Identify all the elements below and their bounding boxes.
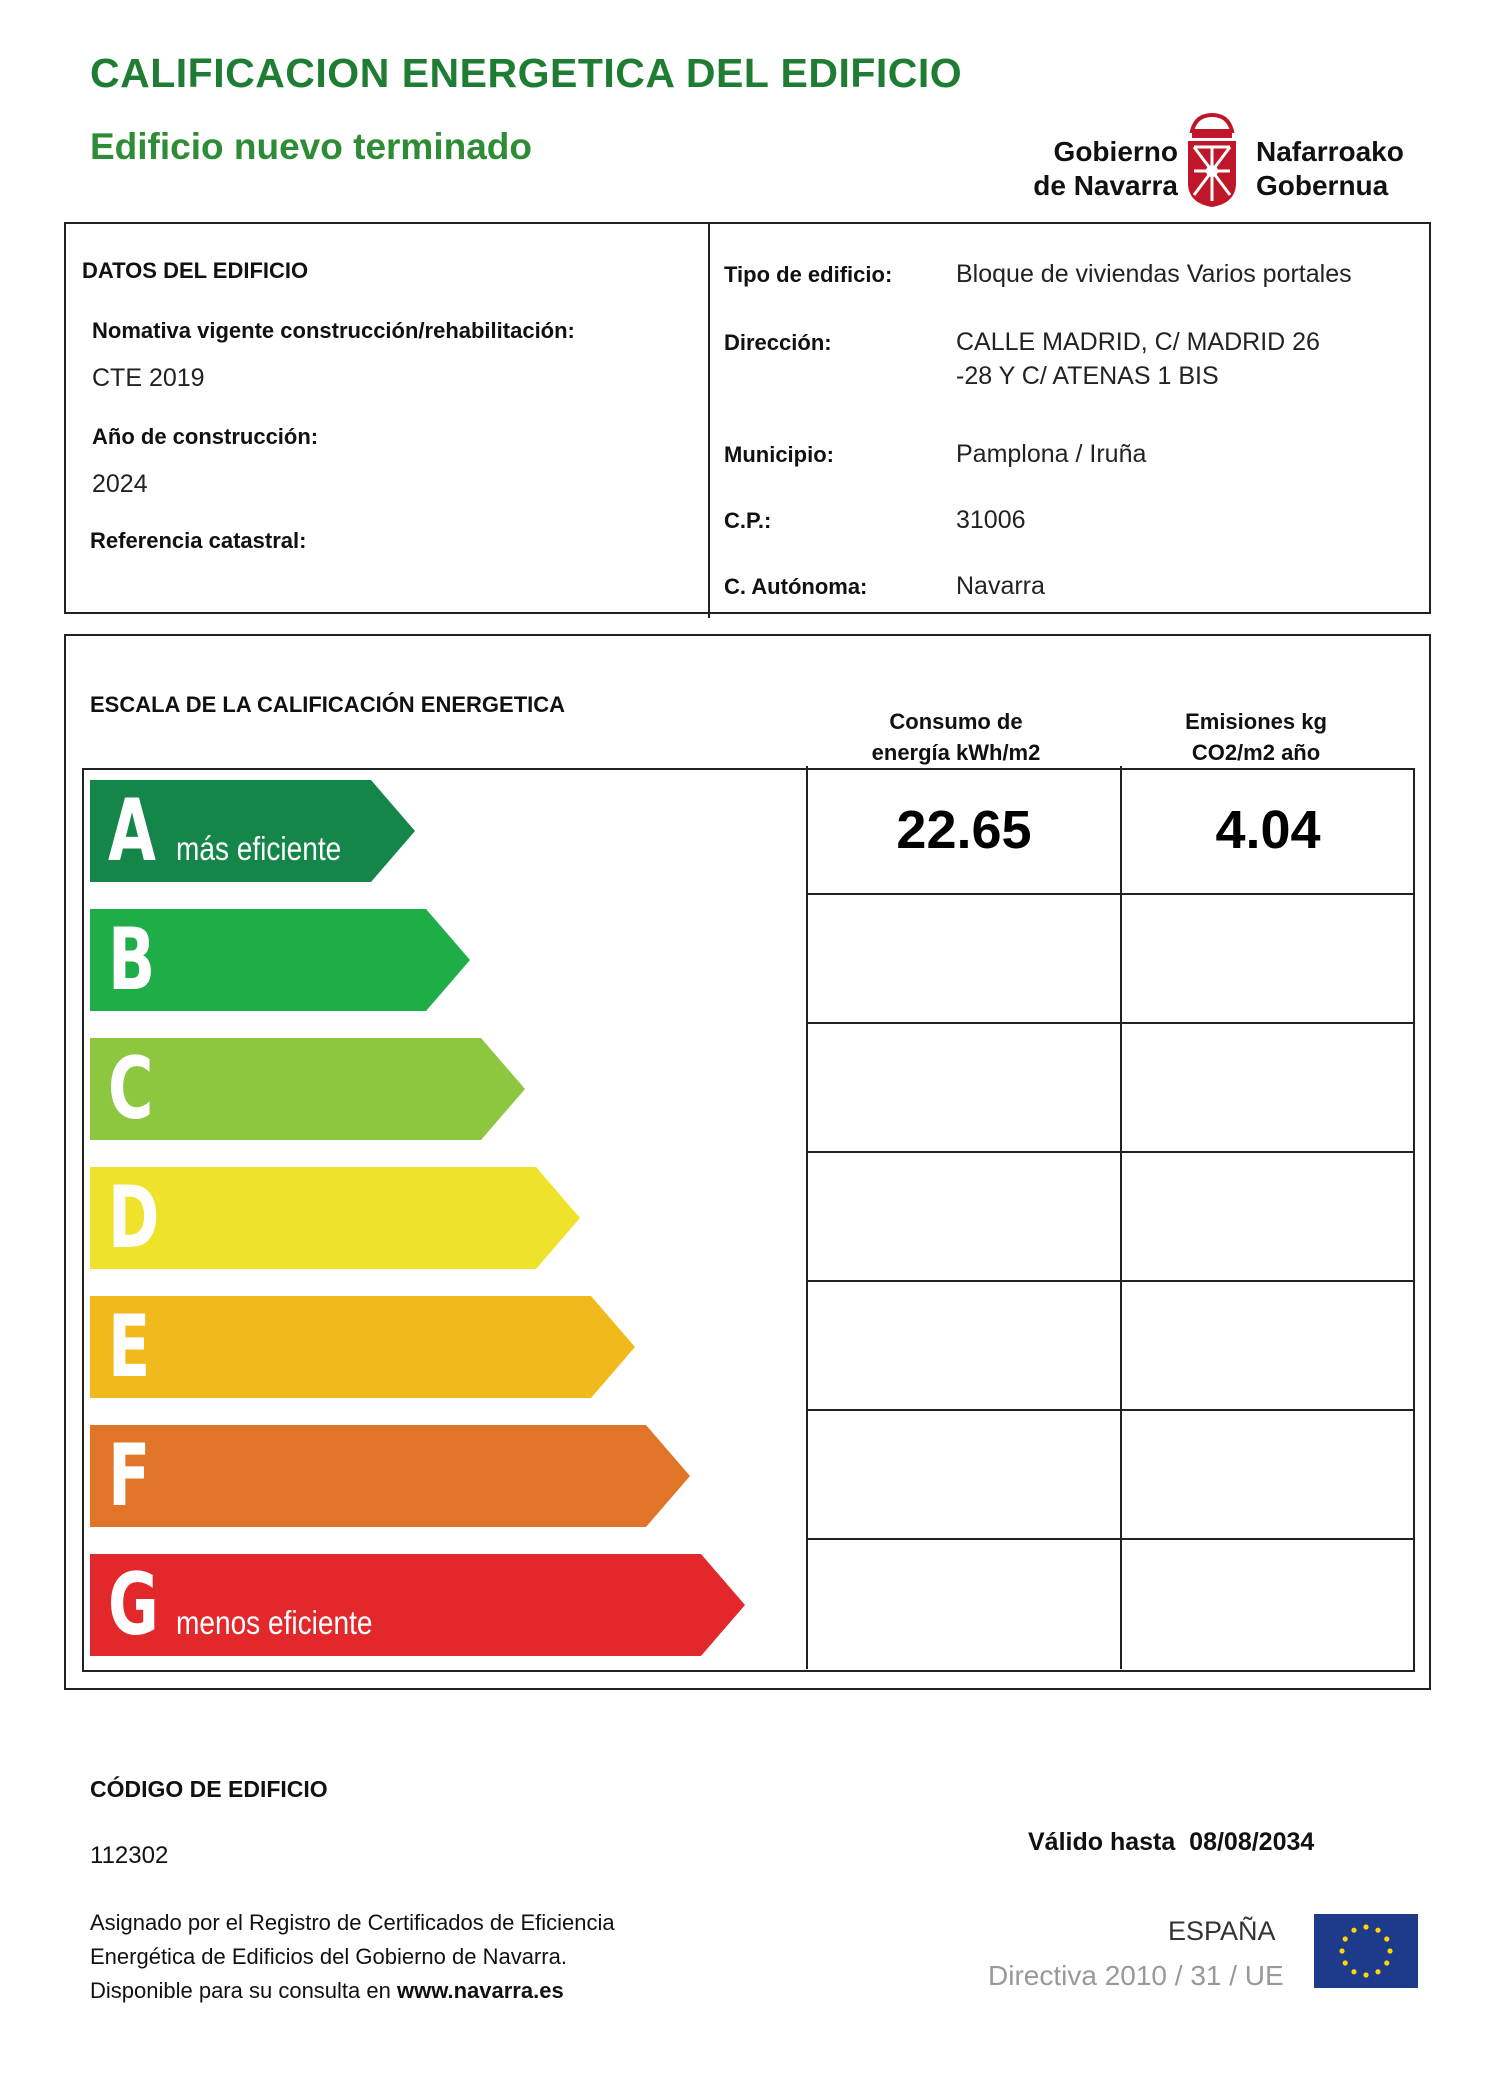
eu-flag-icon bbox=[1314, 1914, 1418, 1988]
page-title: CALIFICACION ENERGETICA DEL EDIFICIO bbox=[90, 50, 963, 96]
energy-class-note: menos eficiente bbox=[176, 1604, 373, 1641]
valid-until-date: 08/08/2034 bbox=[1189, 1828, 1315, 1856]
address-line-1: CALLE MADRID, C/ MADRID 26 bbox=[956, 328, 1320, 356]
address-line-2: -28 Y C/ ATENAS 1 BIS bbox=[956, 362, 1219, 390]
municipality-value: Pamplona / Iruña bbox=[956, 440, 1147, 468]
emissions-cell-e bbox=[1120, 1282, 1414, 1411]
building-data-panel bbox=[64, 222, 1431, 614]
consumption-cell-c bbox=[806, 1024, 1120, 1153]
emissions-cell-a: 4.04 bbox=[1120, 766, 1414, 895]
valid-until: Válido hasta 08/08/2034 bbox=[1028, 1828, 1315, 1856]
building-code-value: 112302 bbox=[90, 1842, 169, 1869]
year-value: 2024 bbox=[92, 470, 148, 498]
navarra-website-link[interactable]: www.navarra.es bbox=[396, 1978, 564, 2003]
consumption-cell-a: 22.65 bbox=[806, 766, 1120, 895]
region-value: Navarra bbox=[956, 572, 1045, 600]
emissions-cell-g bbox=[1120, 1540, 1414, 1669]
energy-class-f-arrow bbox=[90, 1425, 690, 1527]
emissions-cell-b bbox=[1120, 895, 1414, 1024]
consumption-cell-f bbox=[806, 1411, 1120, 1540]
consumption-cell-d bbox=[806, 1153, 1120, 1282]
directive-label: Directiva 2010 / 31 / UE bbox=[988, 1960, 1284, 1991]
registry-note: Asignado por el Registro de Certificados de Eficiencia Energética de Edificios del Gobierno de Navarra. Disponible para su consulta en www.navarra.es bbox=[90, 1910, 615, 2003]
energy-class-letter: A bbox=[108, 781, 156, 881]
energy-class-letter: D bbox=[108, 1168, 160, 1268]
panel-divider bbox=[708, 222, 710, 618]
gobierno-navarra-logo bbox=[1010, 105, 1450, 215]
consumption-cell-e bbox=[806, 1282, 1120, 1411]
navarra-coat-of-arms-icon bbox=[1182, 109, 1242, 209]
consumption-cell-b bbox=[806, 895, 1120, 1024]
emissions-cell-d bbox=[1120, 1153, 1414, 1282]
energy-class-d-arrow bbox=[90, 1167, 580, 1269]
normativa-label: Nomativa vigente construcción/rehabilitación: bbox=[92, 318, 575, 343]
energy-class-b-arrow bbox=[90, 909, 470, 1011]
region-label: C. Autónoma: bbox=[724, 574, 868, 599]
postal-code-label: C.P.: bbox=[724, 508, 772, 533]
normativa-value: CTE 2019 bbox=[92, 364, 205, 392]
energy-class-note: más eficiente bbox=[176, 830, 342, 867]
rating-values-grid bbox=[806, 766, 1416, 1670]
address-label: Dirección: bbox=[724, 330, 832, 355]
building-type-value: Bloque de viviendas Varios portales bbox=[956, 260, 1352, 288]
energy-class-a-arrow bbox=[90, 780, 415, 882]
energy-class-g-arrow bbox=[90, 1554, 745, 1656]
postal-code-value: 31006 bbox=[956, 506, 1026, 534]
building-code-label: CÓDIGO DE EDIFICIO bbox=[90, 1776, 328, 1802]
municipality-label: Municipio: bbox=[724, 442, 834, 467]
cadastral-label: Referencia catastral: bbox=[90, 528, 307, 553]
logo-text-spanish: Gobierno de Navarra bbox=[1033, 136, 1178, 201]
year-label: Año de construcción: bbox=[92, 424, 319, 449]
energy-class-letter: E bbox=[108, 1297, 151, 1397]
consumption-column-header: Consumo de energía kWh/m2 bbox=[871, 709, 1041, 765]
building-data-title: DATOS DEL EDIFICIO bbox=[82, 258, 309, 283]
energy-class-letter: G bbox=[108, 1555, 159, 1655]
espana-label: ESPAÑA bbox=[1168, 1916, 1276, 1946]
logo-text-basque: Nafarroako Gobernua bbox=[1256, 136, 1404, 201]
energy-class-letter: F bbox=[108, 1426, 151, 1526]
energy-class-c-arrow bbox=[90, 1038, 525, 1140]
energy-class-e-arrow bbox=[90, 1296, 635, 1398]
emissions-column-header: Emisiones kg CO2/m2 año bbox=[1185, 709, 1327, 765]
consumption-cell-g bbox=[806, 1540, 1120, 1669]
page-subtitle: Edificio nuevo terminado bbox=[90, 126, 532, 167]
emissions-cell-f bbox=[1120, 1411, 1414, 1540]
emissions-cell-c bbox=[1120, 1024, 1414, 1153]
energy-class-letter: B bbox=[108, 910, 156, 1010]
building-type-label: Tipo de edificio: bbox=[724, 262, 893, 287]
energy-class-letter: C bbox=[108, 1039, 154, 1139]
energy-scale-title: ESCALA DE LA CALIFICACIÓN ENERGETICA bbox=[90, 692, 566, 717]
